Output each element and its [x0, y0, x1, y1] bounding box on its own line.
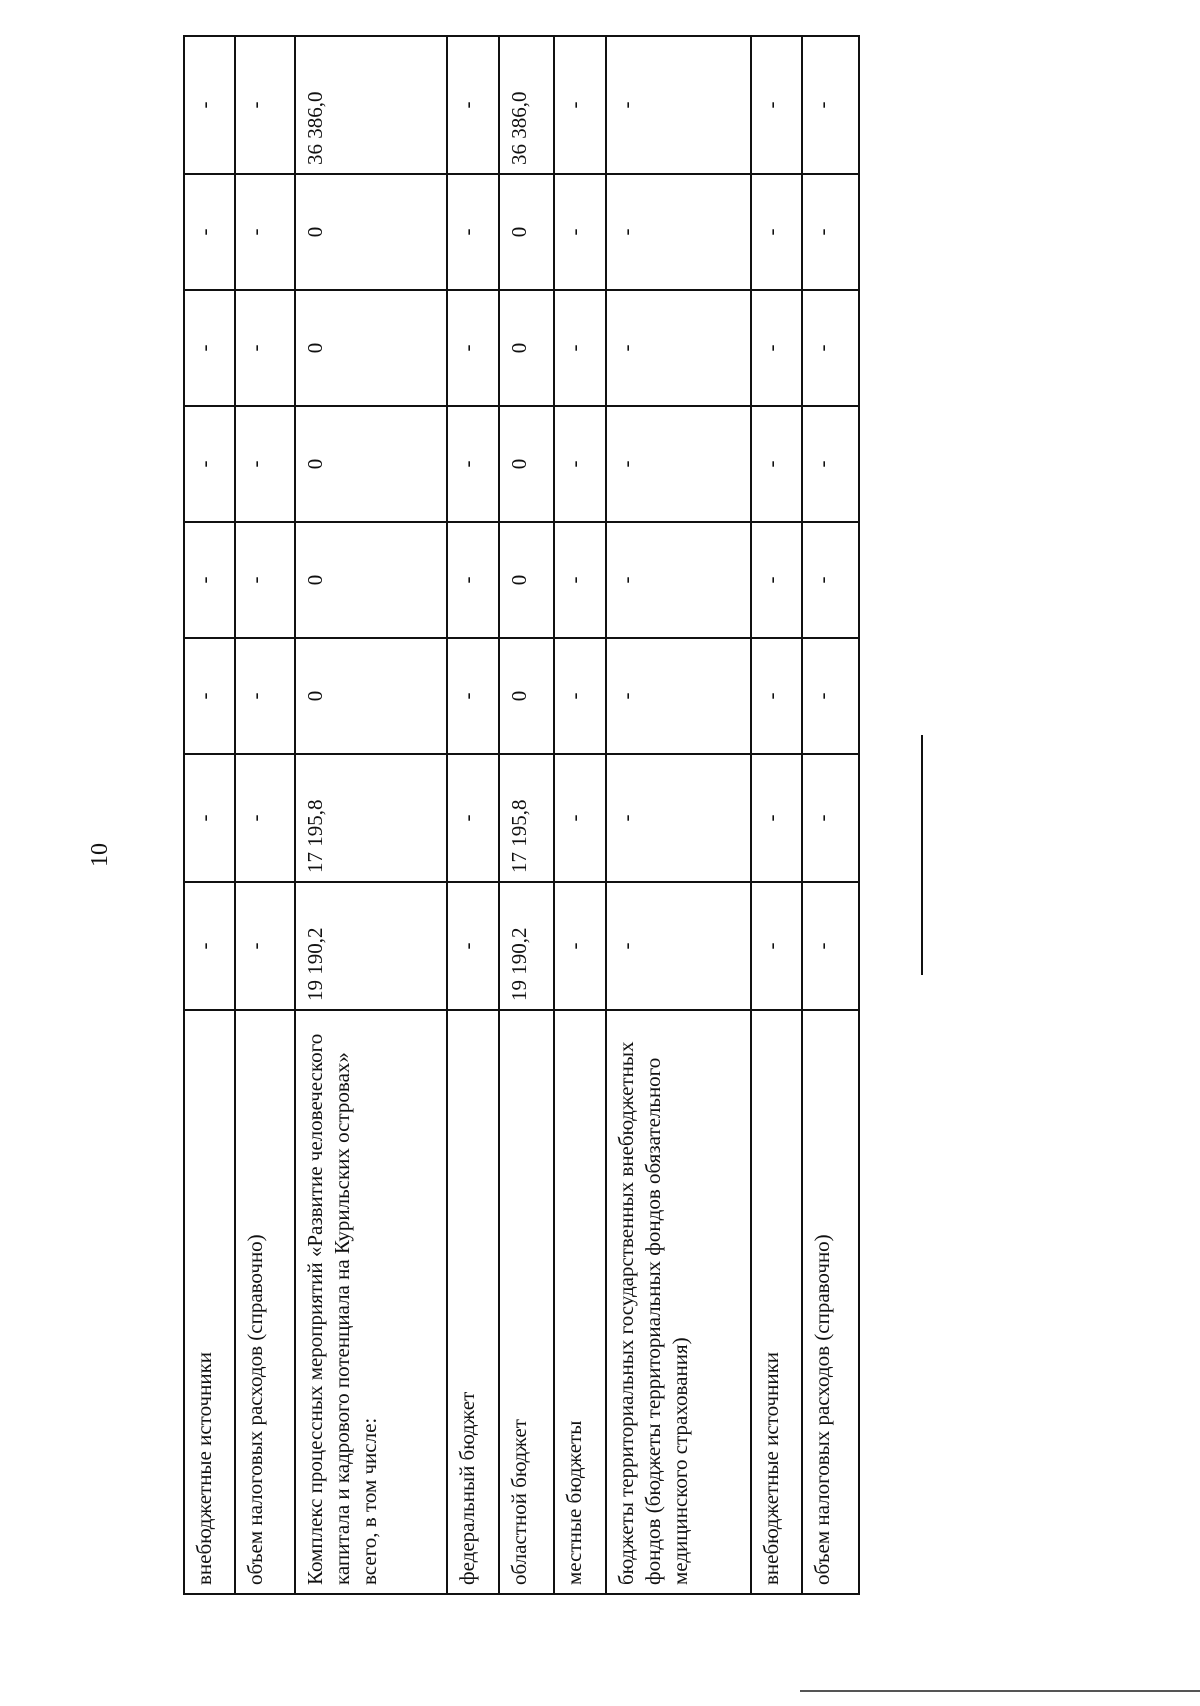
value-cell: - [184, 36, 235, 174]
value-cell: - [751, 638, 802, 754]
value-cell: - [554, 882, 606, 1010]
separator-line [921, 735, 923, 975]
value-cell: - [447, 638, 499, 754]
value-cell: - [447, 36, 499, 174]
value-cell: - [802, 406, 859, 522]
value-cell: - [554, 174, 606, 290]
value-cell: 19 190,2 [499, 882, 553, 1010]
row-label: объем налоговых расходов (справочно) [235, 1010, 295, 1594]
value-cell: - [184, 522, 235, 638]
row-label: федеральный бюджет [447, 1010, 499, 1594]
value-cell: - [606, 406, 752, 522]
value-cell: - [606, 754, 752, 882]
value-cell: - [447, 406, 499, 522]
value-cell: 0 [499, 638, 553, 754]
value-cell: - [751, 522, 802, 638]
value-cell: 36 386,0 [499, 36, 553, 174]
table-row [606, 36, 752, 1594]
value-cell: - [554, 638, 606, 754]
value-cell: - [751, 290, 802, 406]
value-cell: - [184, 174, 235, 290]
value-cell: - [802, 174, 859, 290]
value-cell: - [606, 290, 752, 406]
value-cell: - [447, 882, 499, 1010]
value-cell: 0 [499, 406, 553, 522]
value-cell: - [802, 638, 859, 754]
table-row [184, 36, 235, 1594]
value-cell: - [235, 174, 295, 290]
value-cell: 0 [295, 406, 447, 522]
value-cell: - [554, 290, 606, 406]
value-cell: - [802, 882, 859, 1010]
value-cell: - [235, 638, 295, 754]
budget-table-container [183, 37, 860, 1595]
value-cell: - [554, 754, 606, 882]
value-cell: - [235, 522, 295, 638]
table-body [184, 36, 859, 1594]
value-cell: - [184, 638, 235, 754]
value-cell: 0 [295, 638, 447, 754]
value-cell: - [235, 406, 295, 522]
row-label: Комплекс процессных мероприятий «Развитие человеческого капитала и кадрового потенциала на Курильских островах» всего, в том числе: [295, 1010, 447, 1594]
row-label: местные бюджеты [554, 1010, 606, 1594]
table-row [554, 36, 606, 1594]
value-cell: - [184, 882, 235, 1010]
value-cell: - [235, 290, 295, 406]
table-row [499, 36, 553, 1594]
value-cell: 0 [499, 522, 553, 638]
value-cell: - [751, 754, 802, 882]
value-cell: - [447, 754, 499, 882]
value-cell: - [184, 406, 235, 522]
value-cell: - [184, 290, 235, 406]
value-cell: - [802, 522, 859, 638]
value-cell: - [235, 754, 295, 882]
value-cell: 0 [295, 290, 447, 406]
table-row [802, 36, 859, 1594]
page-number: 10 [87, 843, 113, 867]
value-cell: - [751, 882, 802, 1010]
value-cell: 17 195,8 [499, 754, 553, 882]
value-cell: - [802, 290, 859, 406]
row-label: внебюджетные источники [184, 1010, 235, 1594]
value-cell: 0 [499, 290, 553, 406]
table-row [235, 36, 295, 1594]
value-cell: - [751, 36, 802, 174]
value-cell: - [235, 882, 295, 1010]
value-cell: 17 195,8 [295, 754, 447, 882]
row-label: объем налоговых расходов (справочно) [802, 1010, 859, 1594]
value-cell: - [751, 174, 802, 290]
value-cell: 19 190,2 [295, 882, 447, 1010]
table-row [295, 36, 447, 1594]
table-row [447, 36, 499, 1594]
value-cell: - [606, 638, 752, 754]
row-label: областной бюджет [499, 1010, 553, 1594]
value-cell: - [606, 522, 752, 638]
value-cell: 0 [499, 174, 553, 290]
value-cell: - [802, 754, 859, 882]
value-cell: 36 386,0 [295, 36, 447, 174]
value-cell: - [235, 36, 295, 174]
value-cell: - [554, 406, 606, 522]
budget-table [183, 35, 860, 1595]
value-cell: - [554, 36, 606, 174]
table-row [751, 36, 802, 1594]
value-cell: - [802, 36, 859, 174]
value-cell: 0 [295, 174, 447, 290]
value-cell: - [447, 174, 499, 290]
value-cell: - [447, 290, 499, 406]
bottom-rule [800, 1690, 1200, 1692]
row-label: бюджеты территориальных государственных внебюджетных фондов (бюджеты территориальных фондов обязательного медицинского страхования) [606, 1010, 752, 1594]
value-cell: 0 [295, 522, 447, 638]
value-cell: - [606, 174, 752, 290]
value-cell: - [606, 882, 752, 1010]
value-cell: - [447, 522, 499, 638]
value-cell: - [184, 754, 235, 882]
row-label: внебюджетные источники [751, 1010, 802, 1594]
value-cell: - [606, 36, 752, 174]
value-cell: - [554, 522, 606, 638]
value-cell: - [751, 406, 802, 522]
